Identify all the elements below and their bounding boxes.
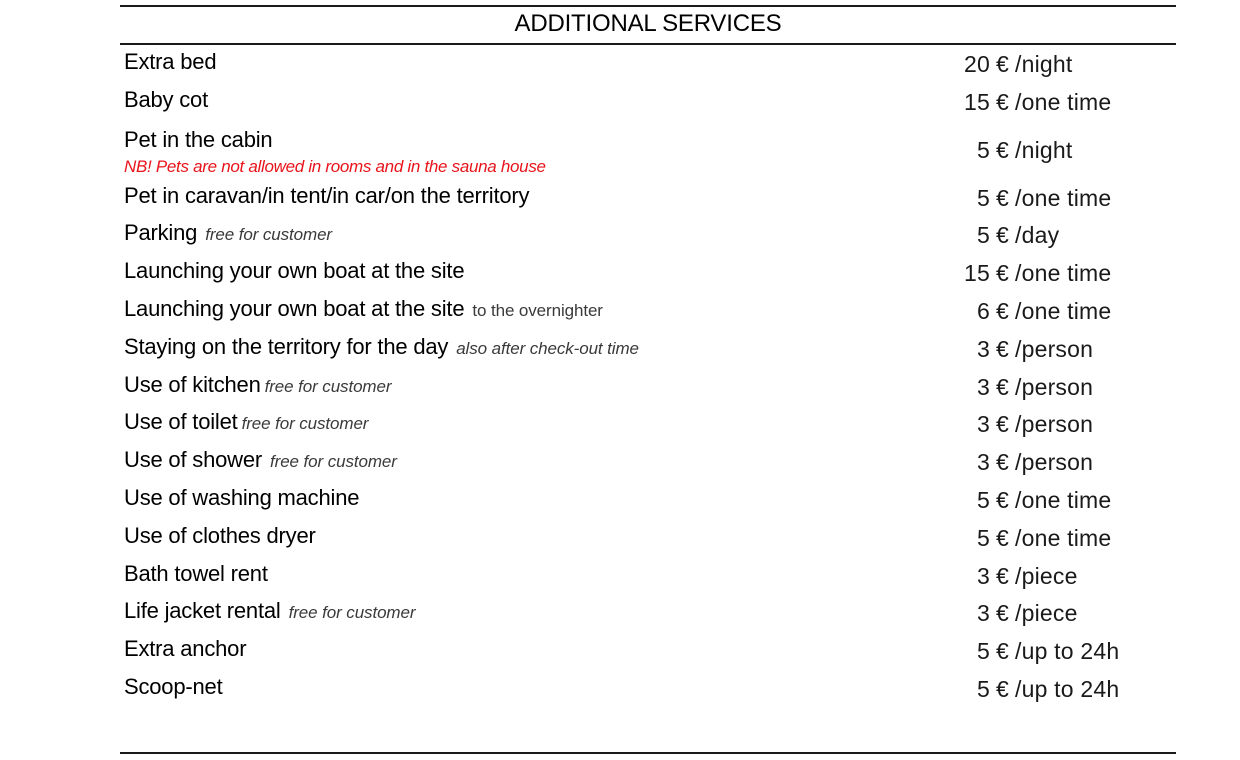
currency-symbol: € <box>996 600 1009 627</box>
service-price <box>952 216 1059 254</box>
service-row-boat-launch-overnighter <box>120 292 1176 330</box>
price-unit: /one time <box>1015 524 1112 551</box>
service-price <box>952 45 1072 83</box>
currency-symbol: € <box>996 449 1009 476</box>
service-list <box>120 45 1176 708</box>
currency-symbol: € <box>996 184 1009 211</box>
currency-symbol: € <box>996 88 1009 115</box>
service-price <box>952 368 1093 406</box>
service-row-bath-towel <box>120 557 1176 595</box>
service-price <box>952 632 1119 670</box>
price-unit: /one time <box>1015 297 1112 324</box>
price-unit: /up to 24h <box>1015 638 1120 665</box>
price-unit: /one time <box>1015 88 1112 115</box>
price-amount: 5 <box>977 524 990 551</box>
price-amount: 20 <box>964 51 990 77</box>
service-price <box>952 83 1111 121</box>
currency-symbol: € <box>996 675 1009 702</box>
price-unit: /person <box>1015 449 1094 476</box>
service-name: Use of washing machine <box>124 484 360 510</box>
service-name: Baby cot <box>124 86 209 112</box>
price-amount: 5 <box>977 184 990 211</box>
service-name: Use of toilet <box>124 409 238 435</box>
service-name: Launching your own boat at the site <box>124 258 465 284</box>
price-unit: /one time <box>1015 260 1112 287</box>
service-row-shower <box>120 443 1176 481</box>
currency-symbol: € <box>996 297 1009 324</box>
price-amount: 5 <box>977 675 990 702</box>
service-price <box>952 594 1078 632</box>
price-unit: /person <box>1015 335 1094 362</box>
price-unit: /person <box>1015 411 1094 438</box>
service-price <box>952 131 1072 169</box>
service-note: free for customer <box>264 376 392 396</box>
price-unit: /up to 24h <box>1015 675 1120 702</box>
price-amount: 5 <box>977 486 990 513</box>
price-unit: /day <box>1015 222 1060 249</box>
currency-symbol: € <box>996 222 1009 249</box>
currency-symbol: € <box>996 335 1009 362</box>
pet-warning-note: NB! Pets are not allowed in rooms and in the sauna house <box>124 156 546 176</box>
price-amount: 3 <box>977 449 990 476</box>
price-amount: 5 <box>977 222 990 249</box>
service-row-life-jacket <box>120 594 1176 632</box>
price-amount: 3 <box>977 373 990 400</box>
price-unit: /person <box>1015 373 1094 400</box>
service-name: Life jacket rental <box>124 598 281 624</box>
service-note: free for customer <box>270 452 397 472</box>
service-price <box>952 481 1111 519</box>
price-unit: /piece <box>1015 600 1078 627</box>
price-amount: 6 <box>977 297 990 324</box>
bottom-rule <box>120 752 1176 754</box>
currency-symbol: € <box>996 411 1009 438</box>
currency-symbol: € <box>996 638 1009 665</box>
service-row-parking <box>120 216 1176 254</box>
service-name: Pet in caravan/in tent/in car/on the territory <box>124 182 530 208</box>
service-name: Parking <box>124 220 198 246</box>
currency-symbol: € <box>996 51 1009 77</box>
price-amount: 3 <box>977 411 990 438</box>
service-row-scoop-net <box>120 670 1176 708</box>
service-row-toilet <box>120 405 1176 443</box>
price-unit: /night <box>1015 51 1073 77</box>
service-price <box>952 179 1111 217</box>
service-name: Use of kitchen <box>124 371 261 397</box>
service-price <box>952 292 1111 330</box>
service-price <box>952 443 1093 481</box>
currency-symbol: € <box>996 486 1009 513</box>
price-unit: /night <box>1015 136 1073 163</box>
price-amount: 3 <box>977 600 990 627</box>
currency-symbol: € <box>996 260 1009 287</box>
price-unit: /one time <box>1015 486 1112 513</box>
price-unit: /one time <box>1015 184 1112 211</box>
service-row-clothes-dryer <box>120 519 1176 557</box>
service-note: to the overnighter <box>472 300 603 320</box>
service-name: Use of clothes dryer <box>124 522 316 548</box>
price-amount: 15 <box>964 260 990 287</box>
service-price <box>952 519 1111 557</box>
service-name: Scoop-net <box>124 673 223 699</box>
service-note: free for customer <box>288 603 416 623</box>
services-table <box>120 5 1176 708</box>
service-row-extra-bed <box>120 45 1176 83</box>
service-row-pet-territory <box>120 179 1176 217</box>
service-row-extra-anchor <box>120 632 1176 670</box>
service-name: Use of shower <box>124 447 263 473</box>
service-name: Pet in the cabin <box>124 126 273 152</box>
service-price <box>952 405 1093 443</box>
service-note: also after check-out time <box>456 338 639 358</box>
price-amount: 5 <box>977 136 990 163</box>
price-amount: 15 <box>964 88 990 115</box>
price-amount: 5 <box>977 638 990 665</box>
service-name: Extra bed <box>124 49 217 74</box>
service-name: Extra anchor <box>124 636 247 662</box>
service-note: free for customer <box>241 414 369 434</box>
service-price <box>952 670 1119 708</box>
table-title: ADDITIONAL SERVICES <box>514 10 782 37</box>
service-note: free for customer <box>205 225 332 245</box>
service-row-baby-cot <box>120 83 1176 121</box>
service-row-washing-machine <box>120 481 1176 519</box>
currency-symbol: € <box>996 373 1009 400</box>
price-amount: 3 <box>977 335 990 362</box>
service-price <box>952 254 1111 292</box>
service-row-kitchen <box>120 368 1176 406</box>
price-unit: /piece <box>1015 562 1078 589</box>
service-name: Launching your own boat at the site <box>124 295 465 321</box>
service-price <box>952 330 1093 368</box>
service-price <box>952 557 1078 595</box>
service-row-day-stay <box>120 330 1176 368</box>
currency-symbol: € <box>996 136 1009 163</box>
price-amount: 3 <box>977 562 990 589</box>
service-name: Bath towel rent <box>124 560 268 586</box>
service-name: Staying on the territory for the day <box>124 333 449 359</box>
currency-symbol: € <box>996 562 1009 589</box>
currency-symbol: € <box>996 524 1009 551</box>
service-row-boat-launch <box>120 254 1176 292</box>
service-row-pet-in-cabin <box>120 121 1176 179</box>
